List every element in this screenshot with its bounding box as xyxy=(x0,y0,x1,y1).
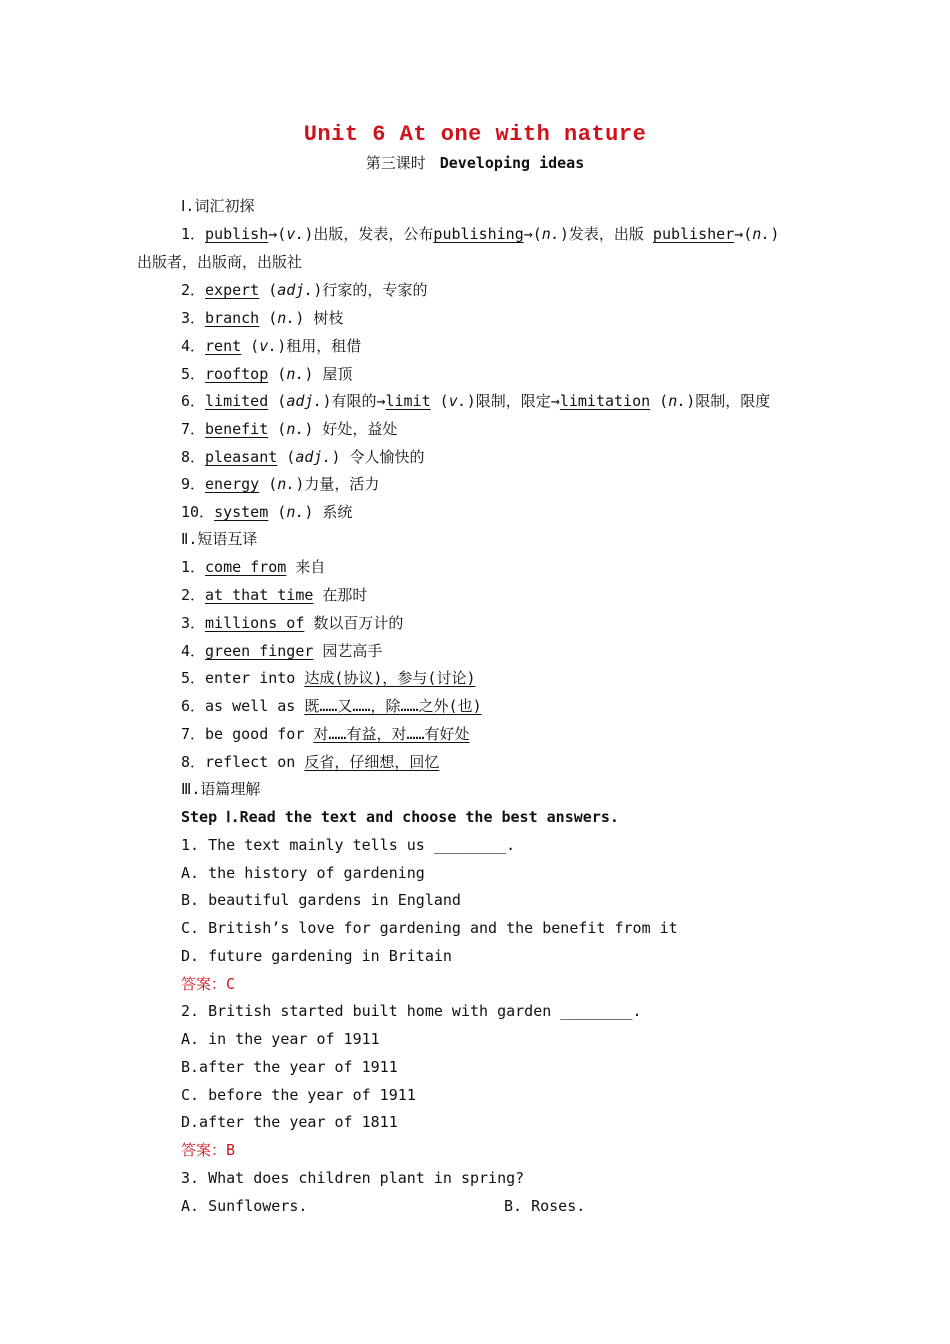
page-subtitle xyxy=(0,152,950,173)
vocab-item: 9．energy (n.)力量，活力 xyxy=(181,475,380,493)
question-2-answer: 答案：B xyxy=(181,1141,236,1159)
vocab-word: publisher xyxy=(652,225,735,243)
question-3-option-a: A. Sunflowers. xyxy=(181,1197,308,1215)
question-1-option-b: B. beautiful gardens in England xyxy=(181,891,461,909)
phrase-item: 6．as well as 既……又……，除……之外(也) xyxy=(181,697,482,715)
vocab-item: 10．system (n.) 系统 xyxy=(181,503,353,521)
question-2-stem: 2. British started built home with garden ________. xyxy=(181,1002,642,1020)
question-3-stem: 3. What does children plant in spring? xyxy=(181,1169,525,1187)
question-2-option-d: D.after the year of 1811 xyxy=(181,1113,398,1131)
vocab-item: 4．rent (v.)租用，租借 xyxy=(181,337,362,355)
phrase-item: 4．green finger 园艺高手 xyxy=(181,642,383,660)
question-1-option-a: A. the history of gardening xyxy=(181,864,425,882)
question-1-option-c: C. British’s love for gardening and the benefit from it xyxy=(181,919,678,937)
phrase-item: 2．at that time 在那时 xyxy=(181,586,368,604)
phrase-item: 5．enter into 达成(协议)，参与(讨论) xyxy=(181,669,476,687)
phrase-item: 8．reflect on 反省，仔细想，回忆 xyxy=(181,753,440,771)
phrase-item: 7．be good for 对……有益，对……有好处 xyxy=(181,725,470,743)
section1-heading: Ⅰ.词汇初探 xyxy=(181,197,255,215)
question-1-stem: 1. The text mainly tells us ________. xyxy=(181,836,516,854)
vocab-word: publishing xyxy=(433,225,524,243)
question-1-answer: 答案：C xyxy=(181,975,236,993)
vocab-word: publish xyxy=(205,225,269,243)
vocab-item: 2．expert (adj.)行家的，专家的 xyxy=(181,281,428,299)
vocab-item-1: 1．publish→(v.)出版，发表，公布publishing→(n.)发表，出版 publisher→(n.) xyxy=(181,225,780,243)
lesson-topic: Developing ideas xyxy=(439,154,585,172)
section3-heading: Ⅲ.语篇理解 xyxy=(181,780,261,798)
question-2-option-b: B.after the year of 1911 xyxy=(181,1058,398,1076)
vocab-item: 7．benefit (n.) 好处，益处 xyxy=(181,420,398,438)
question-3-option-b: B. Roses. xyxy=(504,1197,586,1215)
vocab-item-6: 6．limited (adj.)有限的→limit (v.)限制，限定→limitation (n.)限制，限度 xyxy=(181,392,771,410)
section2-heading: Ⅱ.短语互译 xyxy=(181,530,258,548)
vocab-item-1-continued: 出版者，出版商，出版社 xyxy=(137,253,303,271)
lesson-label: 第三课时 xyxy=(365,154,426,172)
vocab-item: 5．rooftop (n.) 屋顶 xyxy=(181,365,353,383)
page-title: Unit 6 At one with nature xyxy=(303,122,647,147)
phrase-item: 1．come from 来自 xyxy=(181,558,326,576)
vocab-item: 8．pleasant (adj.) 令人愉快的 xyxy=(181,448,425,466)
question-2-option-c: C. before the year of 1911 xyxy=(181,1086,416,1104)
step-instruction: Step Ⅰ.Read the text and choose the best answers. xyxy=(181,808,619,826)
phrase-item: 3．millions of 数以百万计的 xyxy=(181,614,404,632)
vocab-item: 3．branch (n.) 树枝 xyxy=(181,309,344,327)
question-1-option-d: D. future gardening in Britain xyxy=(181,947,452,965)
question-2-option-a: A. in the year of 1911 xyxy=(181,1030,380,1048)
